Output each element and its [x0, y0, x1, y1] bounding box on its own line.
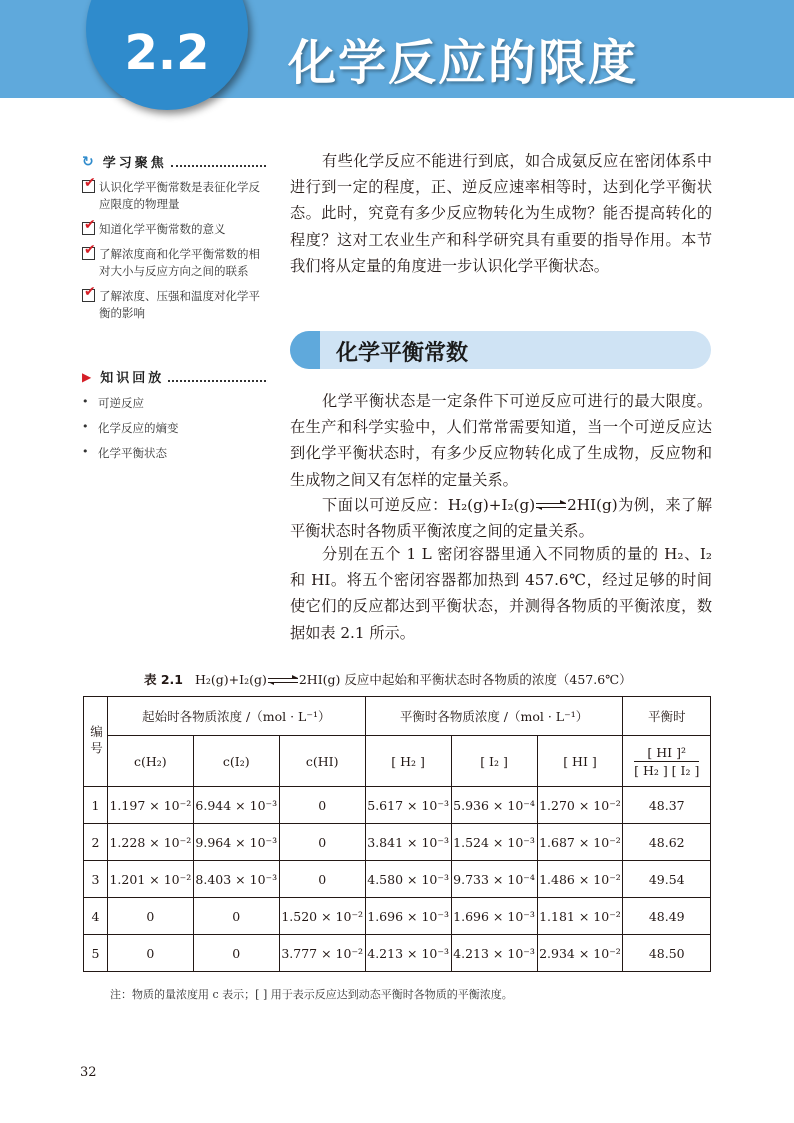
column-header-c-i2: c(I₂) [193, 736, 279, 787]
table-cell-no: 4 [84, 898, 108, 935]
learning-focus-item: ✔ 知道化学平衡常数的意义 [82, 221, 266, 238]
table-row [84, 935, 711, 972]
checkbox-checked-icon [82, 289, 95, 302]
column-header-c-h2: c(H₂) [107, 736, 193, 787]
bullet-icon: • [82, 420, 89, 433]
table-cell-chi: 0 [279, 861, 365, 898]
section-heading: 化学平衡常数 [336, 341, 469, 366]
table-row [84, 824, 711, 861]
table-body [84, 787, 711, 972]
learning-focus-item: ✔ 认识化学平衡常数是表征化学反应限度的物理量 [82, 179, 266, 213]
table-cell-ci2: 6.944 × 10⁻³ [193, 787, 279, 824]
table-cell-ch2: 1.228 × 10⁻² [107, 824, 193, 861]
learning-focus-item: ✔ 了解浓度、压强和温度对化学平衡的影响 [82, 288, 266, 322]
body-paragraph-2: 下面以可逆反应：H₂(g)+I₂(g) 2HI(g)为例，来了解平衡状态时各物质平衡浓度之间的定量关系。 [290, 496, 713, 541]
heading-dotted-rule [171, 157, 266, 167]
column-header-eq-h2: [ H₂ ] [365, 736, 451, 787]
table-cell-ei2: 5.936 × 10⁻⁴ [451, 787, 537, 824]
knowledge-review-panel [82, 367, 266, 461]
table-cell-ch2: 1.197 × 10⁻² [107, 787, 193, 824]
learning-focus-heading: ↻ 学习聚焦 [82, 152, 266, 171]
learning-focus-list [82, 179, 266, 322]
table-cell-ratio: 48.49 [623, 898, 711, 935]
table-cell-no: 3 [84, 861, 108, 898]
knowledge-review-item: • 可逆反应 [82, 395, 144, 410]
table-cell-ratio: 49.54 [623, 861, 711, 898]
table-cell-chi: 3.777 × 10⁻² [279, 935, 365, 972]
table-cell-ch2: 0 [107, 935, 193, 972]
bullet-icon: • [82, 445, 89, 458]
table-cell-ehi: 1.486 × 10⁻² [537, 861, 623, 898]
checkbox-checked-icon [82, 222, 95, 235]
knowledge-review-item: • 化学平衡状态 [82, 445, 167, 460]
learning-focus-item: ✔ 了解浓度商和化学平衡常数的相对大小与反应方向之间的联系 [82, 246, 266, 280]
table-cell-ehi: 1.270 × 10⁻² [537, 787, 623, 824]
body-paragraph-1: 化学平衡状态是一定条件下可逆反应可进行的最大限度。在生产和科学实验中，人们常常需要知道，当一个可逆反应达到化学平衡状态时，有多少反应物转化成了生成物，反应物和生成物之间又有怎样的定量关系。 [290, 392, 712, 489]
table-cell-eh2: 5.617 × 10⁻³ [365, 787, 451, 824]
table-cell-ch2: 0 [107, 898, 193, 935]
column-header-ratio [623, 736, 711, 787]
heading-dotted-rule [168, 372, 266, 382]
intro-paragraph: 有些化学反应不能进行到底，如合成氨反应在密闭体系中进行到一定的程度，正、逆反应速率相等时，达到化学平衡状态。此时，究竟有多少反应物转化为生成物？能否提高转化的程度？这对工农业生产和科学研究具有重要的指导作用。本节我们将从定量的角度进一步认识化学平衡状态。 [290, 152, 712, 275]
column-group-ratio: 平衡时 [623, 697, 711, 736]
table-cell-no: 2 [84, 824, 108, 861]
table-cell-ei2: 4.213 × 10⁻³ [451, 935, 537, 972]
section-number: 2.2 [124, 25, 210, 81]
table-cell-ei2: 9.733 × 10⁻⁴ [451, 861, 537, 898]
table-caption: 表 2.1 H₂(g)+I₂(g) 2HI(g) 反应中起始和平衡状态时各物质的浓度（457.6℃） [144, 672, 632, 687]
column-header-number: 编号 [84, 697, 108, 787]
table-cell-ei2: 1.524 × 10⁻³ [451, 824, 537, 861]
table-cell-ratio: 48.37 [623, 787, 711, 824]
table-cell-ehi: 1.687 × 10⁻² [537, 824, 623, 861]
focus-swirl-icon: ↻ [82, 153, 97, 170]
column-header-eq-i2: [ I₂ ] [451, 736, 537, 787]
table-cell-ratio: 48.62 [623, 824, 711, 861]
table-cell-ei2: 1.696 × 10⁻³ [451, 898, 537, 935]
table-cell-ci2: 8.403 × 10⁻³ [193, 861, 279, 898]
table-row [84, 861, 711, 898]
section-title: 化学反应的限度 [288, 35, 639, 91]
table-cell-eh2: 4.213 × 10⁻³ [365, 935, 451, 972]
table-cell-chi: 1.520 × 10⁻² [279, 898, 365, 935]
table-cell-ch2: 1.201 × 10⁻² [107, 861, 193, 898]
table-cell-ci2: 0 [193, 935, 279, 972]
knowledge-review-item: • 化学反应的熵变 [82, 420, 179, 435]
table-cell-eh2: 4.580 × 10⁻³ [365, 861, 451, 898]
column-header-c-hi: c(HI) [279, 736, 365, 787]
table-note: 注：物质的量浓度用 c 表示；[ ] 用于表示反应达到动态平衡时各物质的平衡浓度。 [110, 988, 513, 1001]
table-cell-ehi: 2.934 × 10⁻² [537, 935, 623, 972]
equilibrium-arrow-icon [536, 502, 566, 510]
table-row [84, 787, 711, 824]
knowledge-review-list [82, 395, 266, 461]
table-cell-ci2: 9.964 × 10⁻³ [193, 824, 279, 861]
checkbox-checked-icon [82, 247, 95, 260]
play-triangle-icon: ▶ [82, 369, 95, 384]
column-header-eq-hi: [ HI ] [537, 736, 623, 787]
page-number: 32 [80, 1065, 97, 1080]
equilibrium-arrow-icon [268, 677, 298, 685]
ratio-fraction: $\frac{\text{[ HI ]²}}{\text{[ H₂ ] [ I₂ ]}}$ [634, 744, 700, 778]
table-cell-eh2: 3.841 × 10⁻³ [365, 824, 451, 861]
concentration-table [83, 696, 711, 972]
column-group-initial: 起始时各物质浓度 /（mol · L⁻¹） [107, 697, 365, 736]
table-cell-eh2: 1.696 × 10⁻³ [365, 898, 451, 935]
table-cell-ratio: 48.50 [623, 935, 711, 972]
table-cell-ehi: 1.181 × 10⁻² [537, 898, 623, 935]
section-heading-bar [290, 331, 711, 369]
bullet-icon: • [82, 395, 89, 408]
table-cell-chi: 0 [279, 824, 365, 861]
column-group-equilibrium: 平衡时各物质浓度 /（mol · L⁻¹） [365, 697, 623, 736]
table-row [84, 898, 711, 935]
table-cell-no: 1 [84, 787, 108, 824]
checkbox-checked-icon [82, 180, 95, 193]
table-cell-no: 5 [84, 935, 108, 972]
knowledge-review-heading: ▶ 知识回放 [82, 367, 266, 386]
learning-focus-panel [82, 152, 266, 322]
table-cell-ci2: 0 [193, 898, 279, 935]
body-paragraph-3: 分别在五个 1 L 密闭容器里通入不同物质的量的 H₂、I₂ 和 HI。将五个密闭容器都加热到 457.6℃，经过足够的时间使它们的反应都达到平衡状态，并测得各物质的平衡浓度，数据如表 2.1 所示。 [290, 545, 712, 642]
heading-bar-accent [290, 331, 320, 369]
table-cell-chi: 0 [279, 787, 365, 824]
